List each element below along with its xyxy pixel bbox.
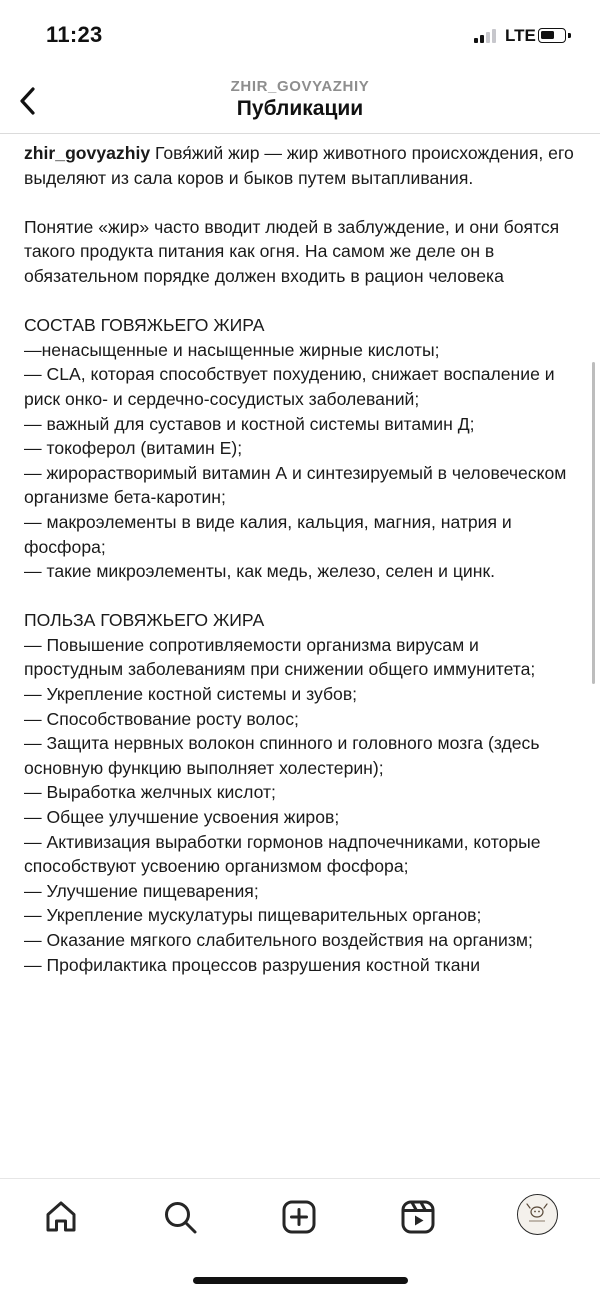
- caption-text: Говя́жий жир — жир животного происхождения, его выделяют из сала коров и быков путем вытапливания.: [24, 143, 574, 188]
- nav-reels-button[interactable]: [400, 1199, 436, 1235]
- caption-line: — Улучшение пищеварения;: [24, 880, 259, 901]
- paragraph-gap: [24, 190, 579, 215]
- avatar: [518, 1195, 556, 1233]
- caption-line: — Повышение сопротивляемости организма вирусам и простудным заболеваниям при снижении общего иммунитета;: [24, 634, 536, 680]
- caption-line: — CLA, которая способствует похудению, снижает воспаление и риск онко- и сердечно-сосудистых заболеваний;: [24, 364, 555, 409]
- plus-square-icon: [281, 1199, 317, 1235]
- caption-line: — Общее улучшение усвоения жиров;: [24, 807, 340, 828]
- nav-home-button[interactable]: [43, 1199, 79, 1235]
- reels-icon: [400, 1199, 436, 1235]
- header: [0, 70, 600, 134]
- header-account-name[interactable]: ZHIR_GOVYAZHIY: [230, 78, 370, 95]
- caption-line: — жирорастворимый витамин А и синтезируемый в человеческом организме бета-каротин;: [24, 462, 567, 508]
- caption-line: — Активизация выработки гормонов надпочечниками, которые способствуют усвоению организмом фосфора;: [24, 831, 541, 877]
- caption-line: — Укрепление костной системы и зубов;: [24, 684, 358, 705]
- caption-line: Понятие «жир» часто вводит людей в заблуждение, и они боятся такого продукта питания как огня. На самом же деле он в обязательном порядке должен входить в рацион человека: [24, 216, 560, 286]
- battery-icon: [538, 28, 566, 43]
- home-icon: [43, 1199, 79, 1235]
- status-bar: [0, 0, 600, 70]
- caption-line: — Защита нервных волокон спинного и головного мозга (здесь основную функцию выполняет холестерин);: [24, 733, 540, 778]
- caption-line: — Профилактика процессов разрушения костной ткани: [24, 954, 481, 975]
- network-type: LTE: [505, 26, 536, 45]
- scrollbar[interactable]: [592, 362, 595, 684]
- post-caption: [24, 141, 579, 977]
- post-username[interactable]: zhir_govyazhiy: [24, 143, 151, 163]
- caption-line: — Выработка желчных кислот;: [24, 782, 276, 803]
- header-divider: [0, 133, 600, 134]
- nav-create-button[interactable]: [281, 1199, 317, 1235]
- caption-line: — Укрепление мускулатуры пищеварительных органов;: [24, 905, 482, 926]
- status-time: 11:23: [46, 22, 103, 47]
- search-icon: [162, 1199, 198, 1235]
- paragraph-gap: [24, 289, 579, 314]
- section-heading: СОСТАВ ГОВЯЖЬЕГО ЖИРА: [24, 315, 265, 336]
- caption-line: — токоферол (витамин Е);: [24, 438, 243, 459]
- battery-tip: [568, 33, 571, 38]
- caption-line: — Способствование росту волос;: [24, 708, 299, 729]
- caption-line: — Оказание мягкого слабительного воздействия на организм;: [24, 930, 533, 950]
- home-indicator: [193, 1277, 408, 1284]
- nav-profile-avatar[interactable]: [517, 1194, 558, 1235]
- caption-line: — важный для суставов и костной системы витамин Д;: [24, 413, 475, 434]
- nav-search-button[interactable]: [162, 1199, 198, 1235]
- caption-line: — макроэлементы в виде калия, кальция, магния, натрия и фосфора;: [24, 511, 512, 557]
- caption-line: —ненасыщенные и насыщенные жирные кислоты;: [24, 339, 440, 360]
- paragraph-gap: [24, 584, 579, 609]
- page-title: Публикации: [236, 97, 364, 120]
- cellular-signal-icon: [474, 29, 500, 43]
- section-heading: ПОЛЬЗА ГОВЯЖЬЕГО ЖИРА: [24, 610, 265, 631]
- caption-line: [24, 141, 579, 190]
- caption-line: — такие микроэлементы, как медь, железо, селен и цинк.: [24, 561, 496, 582]
